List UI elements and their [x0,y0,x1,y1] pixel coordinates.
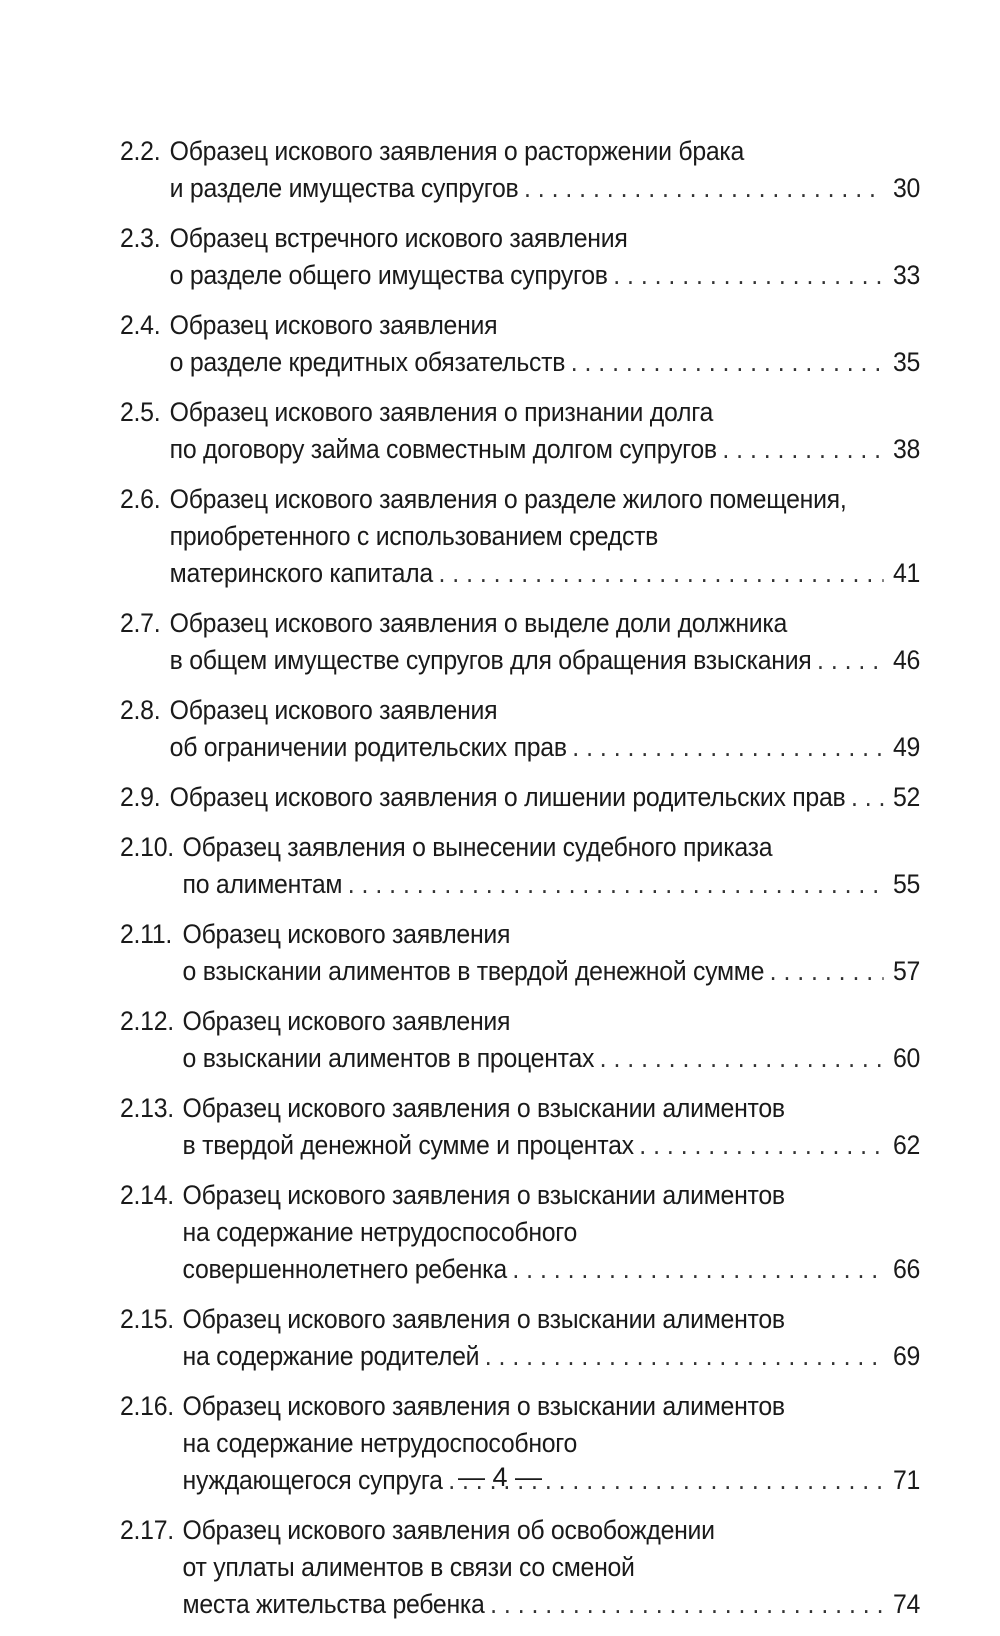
toc-entry-number: 2.7. [120,608,161,638]
toc-entry-line [120,257,920,294]
toc-entry [120,1512,920,1623]
toc-entry-title: Образец искового заявления о лишении родительских прав [169,782,846,812]
toc-entry-line [120,133,920,170]
toc-entry [120,605,920,679]
toc-entry-line [120,170,920,207]
toc-entry-title: от уплаты алиментов в связи со сменой [182,1552,635,1582]
toc-entry-line [120,1251,920,1288]
toc-entry-line [120,953,920,990]
page-number: — 4 — [457,1462,543,1492]
toc-entry-line [120,916,920,953]
toc-entry-title: и разделе имущества супругов [169,173,519,203]
toc-entry-title: на содержание родителей [182,1341,480,1371]
toc-leader-dots [485,1338,883,1375]
toc-entry-title: приобретенного с использованием средств [169,521,659,551]
toc-entry-number: 2.5. [120,397,161,427]
toc-entry-number: 2.9. [120,782,161,812]
toc-leader-dots [524,170,883,207]
toc-entry-line [120,394,920,431]
toc-entry [120,220,920,294]
toc-entry-line [120,1127,920,1164]
toc-entry-title: Образец заявления о вынесении судебного приказа [182,832,773,862]
toc-entry-title: материнского капитала [169,558,433,588]
toc-leader-dots [572,729,883,766]
toc-entry-line [120,1512,920,1549]
toc-page-number: 46 [892,645,921,675]
toc-entry-title: совершеннолетнего ребенка [182,1254,507,1284]
toc-entry-number: 2.11. [120,919,173,949]
toc-entry-title: на содержание нетрудоспособного [182,1217,578,1247]
toc-entry-line [120,1040,920,1077]
toc-entry-title: в общем имуществе супругов для обращения взыскания [169,645,812,675]
toc-entry [120,779,920,816]
toc-entry-line [120,431,920,468]
toc-entry-number: 2.15. [120,1304,174,1334]
toc-entry-line [120,1003,920,1040]
toc-page-number: 74 [892,1589,921,1619]
toc-entry-title: о разделе общего имущества супругов [169,260,608,290]
toc-leader-dots [770,953,884,990]
toc-entry [120,1003,920,1077]
toc-entry-number: 2.6. [120,484,161,514]
toc-entry-line [120,1549,920,1586]
toc-entry-title: места жительства ребенка [182,1589,485,1619]
toc-entry-title: на содержание нетрудоспособного [182,1428,578,1458]
toc-page-number: 60 [892,1043,921,1073]
toc-entry-line [120,220,920,257]
toc-page-number: 38 [892,434,921,464]
toc-entry-number: 2.13. [120,1093,174,1123]
toc-page-number: 69 [892,1341,921,1371]
toc-entry-line [120,555,920,592]
toc-leader-dots [571,344,884,381]
toc-leader-dots [600,1040,884,1077]
toc-page-number: 41 [892,558,921,588]
toc-entry-title: Образец искового заявления о взыскании алиментов [182,1391,785,1421]
toc-entry-title: Образец искового заявления о разделе жилого помещения, [169,484,847,514]
toc-entry-line [120,481,920,518]
toc-entry-line [120,1338,920,1375]
toc-entry-title: об ограничении родительских прав [169,732,567,762]
toc-entry-title: по алиментам [182,869,343,899]
toc-entry-title: Образец встречного искового заявления [169,223,628,253]
toc-entry-title: Образец искового заявления о взыскании алиментов [182,1304,785,1334]
toc-entry [120,481,920,592]
toc-page-number: 62 [892,1130,921,1160]
toc-leader-dots [490,1586,883,1623]
toc-entry-number: 2.4. [120,310,161,340]
toc-entry-line [120,642,920,679]
toc-entry-title: в твердой денежной сумме и процентах [182,1130,634,1160]
toc-entry-line [120,866,920,903]
toc-entry-title: нуждающегося супруга [182,1465,443,1495]
toc-leader-dots [348,866,883,903]
toc-page-number: 55 [892,869,921,899]
toc-leader-dots [438,555,883,592]
toc-entry [120,394,920,468]
toc-entry-number: 2.10. [120,832,174,862]
toc-leader-dots [722,431,883,468]
toc-entry-title: Образец искового заявления [169,310,498,340]
toc-leader-dots [817,642,883,679]
toc-entry-number: 2.2. [120,136,161,166]
toc-page-number: 30 [892,173,921,203]
toc-leader-dots [613,257,883,294]
toc-page-number: 66 [892,1254,921,1284]
toc-entry-title: Образец искового заявления о взыскании алиментов [182,1093,785,1123]
toc-entry-line [120,307,920,344]
toc-entry-line [120,1214,920,1251]
toc-entry-title: Образец искового заявления об освобождении [182,1515,715,1545]
toc-entry-line [120,344,920,381]
toc-entry-title: Образец искового заявления о взыскании алиментов [182,1180,785,1210]
toc-entry-title: Образец искового заявления [169,695,498,725]
toc-entry-line [120,518,920,555]
toc-entry [120,1177,920,1288]
toc-entry-line [120,1388,920,1425]
toc-entry [120,916,920,990]
toc-leader-dots [639,1127,883,1164]
toc-page-number: 49 [892,732,921,762]
toc-entry-number: 2.17. [120,1515,174,1545]
toc-page-number: 35 [892,347,921,377]
toc-leader-dots [851,779,883,816]
toc-entry-line [120,1177,920,1214]
toc-entry-line [120,1090,920,1127]
toc-page-number: 71 [892,1465,921,1495]
toc-entry-line [120,692,920,729]
toc-entry-line [120,1301,920,1338]
toc-entry-title: Образец искового заявления [182,1006,511,1036]
toc-entry-title: Образец искового заявления о признании долга [169,397,713,427]
toc-entry [120,1090,920,1164]
toc-entry-line [120,1586,920,1623]
toc-entry-title: по договору займа совместным долгом супругов [169,434,717,464]
toc-entry-title: о взыскании алиментов в твердой денежной сумме [182,956,765,986]
toc-entry [120,1301,920,1375]
toc-entry-line [120,605,920,642]
toc-entry-number: 2.16. [120,1391,174,1421]
toc-entry-line [120,779,920,816]
toc-entry-title: Образец искового заявления о выделе доли должника [169,608,788,638]
table-of-contents [120,133,920,1636]
toc-entry-number: 2.3. [120,223,161,253]
toc-entry-title: Образец искового заявления о расторжении брака [169,136,745,166]
toc-entry-title: о разделе кредитных обязательств [169,347,566,377]
toc-entry-title: о взыскании алиментов в процентах [182,1043,595,1073]
toc-page-number: 57 [892,956,921,986]
toc-entry-number: 2.14. [120,1180,174,1210]
toc-entry-line [120,1425,920,1462]
toc-entry-number: 2.8. [120,695,161,725]
toc-page-number: 52 [892,782,921,812]
toc-entry [120,829,920,903]
toc-entry-line [120,829,920,866]
toc-leader-dots [512,1251,883,1288]
toc-entry-number: 2.12. [120,1006,174,1036]
toc-entry [120,692,920,766]
toc-entry [120,133,920,207]
toc-page-number: 33 [892,260,921,290]
toc-entry-line [120,729,920,766]
toc-entry [120,307,920,381]
toc-entry-title: Образец искового заявления [182,919,511,949]
